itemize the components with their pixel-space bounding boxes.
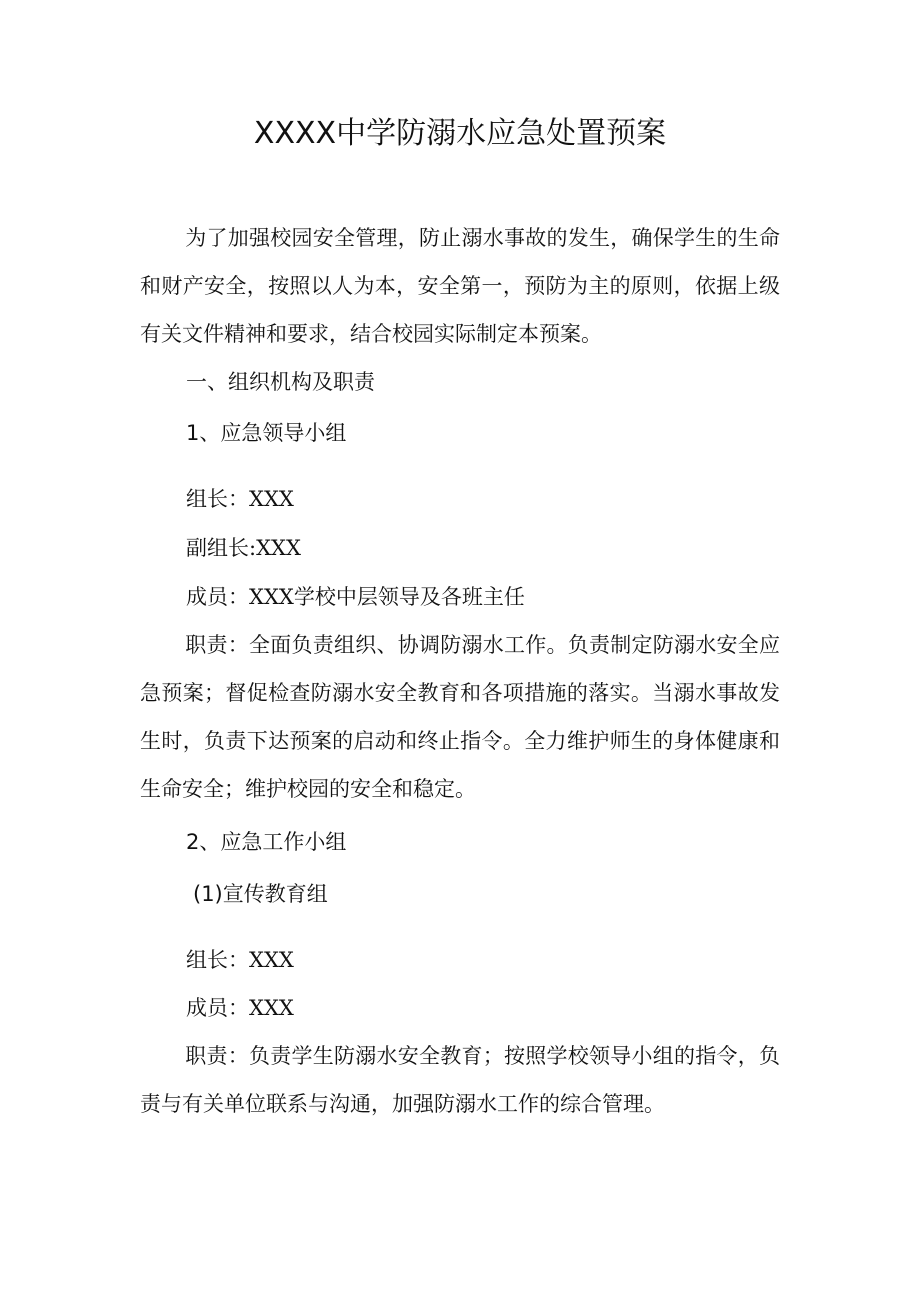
leadership-duty-text: 职责：全面负责组织、协调防溺水工作。负责制定防溺水安全应急预案；督促检查防溺水安全教育和各项措施的落实。当溺水事故发生时，负责下达预案的启动和终止指令。全力维护师生的身体健康和生命安全；维护校园的安全和稳定。 [140, 633, 780, 801]
intro-text: 为了加强校园安全管理，防止溺水事故的发生，确保学生的生命和财产安全，按照以人为本，安全第一，预防为主的原则，依据上级有关文件精神和要求，结合校园实际制定本预案。 [140, 226, 780, 346]
section-heading-organization: 一、组织机构及职责 [186, 370, 375, 394]
subsection-heading-leadership-group: 1、应急领导小组 [186, 421, 347, 445]
publicity-leader: 组长：XXX [186, 948, 294, 972]
intro-paragraph [140, 214, 780, 358]
document-title: XXXX中学防溺水应急处置预案 [253, 116, 667, 151]
publicity-duty-paragraph [140, 1032, 780, 1128]
sub-heading-publicity-group: (1)宣传教育组 [193, 882, 328, 906]
publicity-members: 成员：XXX [186, 996, 294, 1020]
leadership-leader: 组长：XXX [186, 487, 294, 511]
subsection-heading-working-group: 2、应急工作小组 [186, 830, 347, 854]
leadership-deputy: 副组长:XXX [186, 536, 301, 560]
leadership-duty-paragraph [140, 621, 780, 813]
publicity-duty-text: 职责：负责学生防溺水安全教育；按照学校领导小组的指令，负责与有关单位联系与沟通，加强防溺水工作的综合管理。 [140, 1044, 780, 1116]
leadership-members: 成员：XXX学校中层领导及各班主任 [186, 585, 525, 609]
